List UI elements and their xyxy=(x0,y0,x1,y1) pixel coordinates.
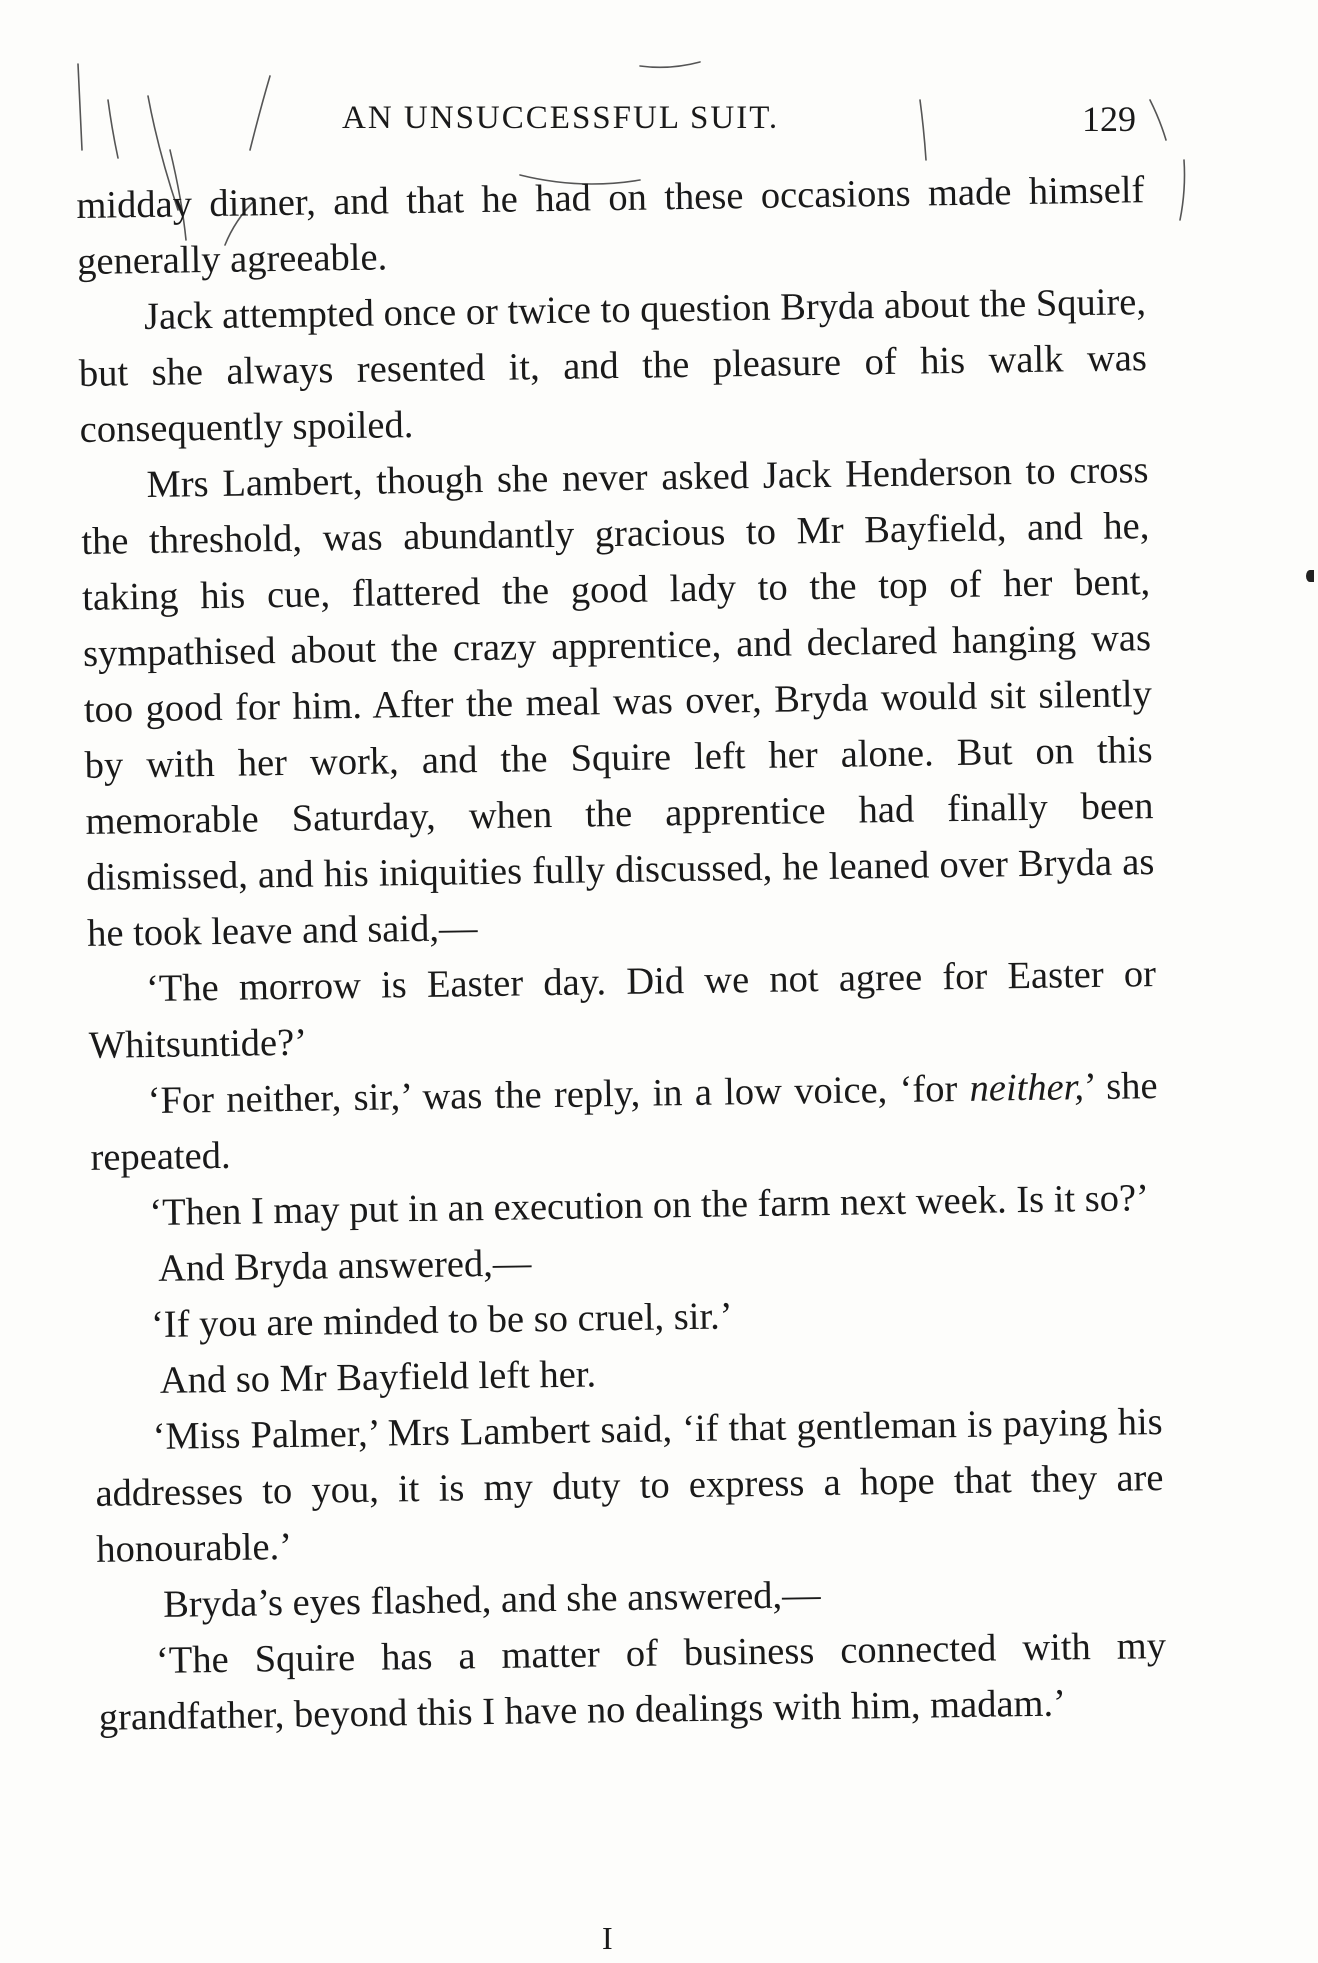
paragraph-dialogue: ‘Then I may put in an execution on the farm next week. Is it so?’ xyxy=(149,1177,1150,1235)
dialogue-text: ‘For neither, sir,’ was the reply, in a low voice, ‘for xyxy=(147,1067,970,1123)
dialogue-text: ’ she repeated. xyxy=(90,1065,1158,1179)
paragraph-continuation: midday dinner, and that he had on these occasions made himself generally agreeable. xyxy=(76,169,1145,283)
paragraph-dialogue: ‘The Squire has a matter of business connected with my grandfather, beyond this I have no dealings with him, madam.’ xyxy=(98,1624,1167,1739)
running-title: AN UNSUCCESSFUL SUIT. xyxy=(342,100,780,136)
page-number: 129 xyxy=(1082,99,1136,139)
paragraph-dialogue: ‘Miss Palmer,’ Mrs Lambert said, ‘if that gentleman is paying his addresses to you, it is my duty to express a hope that they are honourable.’ xyxy=(95,1401,1164,1571)
italic-emphasis: neither, xyxy=(969,1066,1085,1110)
paragraph: And Bryda answered,— xyxy=(157,1242,532,1290)
signature-mark: I xyxy=(602,1920,613,1956)
body-text xyxy=(76,162,1167,1746)
paragraph: Jack attempted once or twice to question Bryda about the Squire, but she always resented it, and the pleasure of his walk was consequently spoiled. xyxy=(78,281,1148,451)
page-edge-mark xyxy=(1306,570,1314,582)
paragraph-dialogue: ‘The morrow is Easter day. Did we not agree for Easter or Whitsuntide?’ xyxy=(88,953,1157,1067)
paragraph: Mrs Lambert, though she never asked Jack Henderson to cross the threshold, was abundantly gracious to Mr Bayfield, and he, taking his cue, flattered the good lady to the top of her bent, sympathised about the crazy apprentice, and declared hanging was too good for him. After the meal was over, Bryda would sit silently by with her work, and the Squire left her alone. But on this memorable Saturday, when the apprentice had finally been dismissed, and his iniquities fully discussed, he leaned over Bryda as he took leave and said,— xyxy=(81,449,1155,955)
paragraph: Bryda’s eyes flashed, and she answered,— xyxy=(162,1574,821,1626)
paragraph-dialogue: ‘If you are minded to be so cruel, sir.’ xyxy=(150,1295,733,1347)
running-head xyxy=(76,100,1136,150)
paragraph-dialogue xyxy=(89,1058,1159,1186)
paragraph: And so Mr Bayfield left her. xyxy=(159,1353,597,1402)
